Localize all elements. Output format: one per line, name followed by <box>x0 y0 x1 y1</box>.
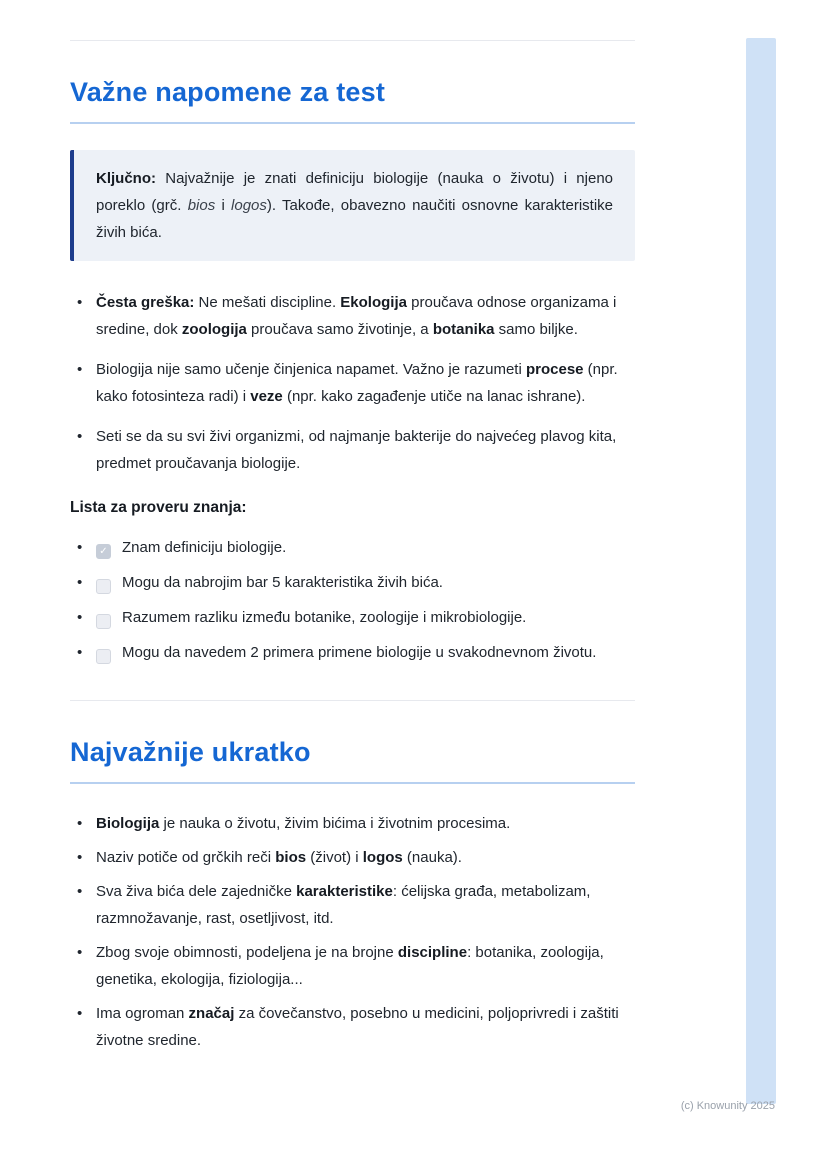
checkbox-checked-icon[interactable]: ✓ <box>96 544 111 559</box>
text-bold: zoologija <box>181 321 247 338</box>
document-content <box>70 0 635 1061</box>
text-run: Seti se da su svi živi organizmi, od najmanje bakterije do najvećeg plavog kita, predmet proučavanja biologije. <box>96 428 617 472</box>
bullet-item <box>70 810 635 837</box>
summary-bullet-list <box>70 810 635 1054</box>
text-bold: veze <box>250 388 283 405</box>
text-italic: bios <box>187 197 216 214</box>
text-run: Sva živa bića dele zajedničke <box>96 883 297 900</box>
text-run: proučava samo životinje, a <box>246 321 433 338</box>
text-run: proučava odnose organizama i sredine, dok <box>96 294 617 338</box>
bullet-item <box>70 878 635 932</box>
text-italic: logos <box>231 197 267 214</box>
text-run: za čovečanstvo, posebno u medicini, poljoprivredi i zaštiti životne sredine. <box>96 1005 619 1049</box>
checklist-item-text: Mogu da nabrojim bar 5 karakteristika živih bića. <box>122 574 443 591</box>
key-callout <box>70 150 635 261</box>
text-run: Zbog svoje obimnosti, podeljena je na brojne <box>96 944 398 961</box>
notes-bullet-list <box>70 289 635 477</box>
bullet-item <box>70 844 635 871</box>
text-run: : ćelijska građa, metabolizam, razmnožavanje, rast, osetljivost, itd. <box>96 883 591 927</box>
bullet-item <box>70 356 635 410</box>
checklist-item <box>70 570 635 596</box>
text-run: : botanika, zoologija, genetika, ekologija, fiziologija... <box>96 944 604 988</box>
text-run: Ima ogroman <box>96 1005 189 1022</box>
checklist-item <box>70 640 635 666</box>
text-run: ). Takođe, obavezno naučiti osnovne karakteristike živih bića. <box>96 197 613 241</box>
knowledge-checklist <box>70 535 635 666</box>
text-run: je nauka o životu, živim bićima i životnim procesima. <box>159 815 511 832</box>
text-bold: Ključno: <box>96 170 156 187</box>
text-run: (život) i <box>306 849 363 866</box>
bullet-item <box>70 423 635 477</box>
text-run: i <box>215 197 232 214</box>
mid-divider <box>70 700 635 701</box>
text-run: Biologija nije samo učenje činjenica napamet. Važno je razumeti <box>96 361 526 378</box>
top-divider <box>70 40 635 41</box>
checklist-item <box>70 535 635 561</box>
text-run: samo biljke. <box>494 321 578 338</box>
checklist-item-text: Mogu da navedem 2 primera primene biologije u svakodnevnom životu. <box>122 644 597 661</box>
checkbox-unchecked-icon[interactable] <box>96 649 111 664</box>
text-bold: Česta greška: <box>96 294 195 311</box>
text-bold: logos <box>362 849 403 866</box>
scrollbar-strip[interactable] <box>746 38 776 1104</box>
text-bold: discipline <box>397 944 468 961</box>
text-bold: botanika <box>432 321 495 338</box>
checklist-title: Lista za proveru znanja: <box>70 499 247 516</box>
bullet-item <box>70 939 635 993</box>
section-title-summary: Najvažnije ukratko <box>70 737 635 784</box>
text-bold: karakteristike <box>296 883 393 900</box>
text-bold: značaj <box>188 1005 235 1022</box>
text-bold: procese <box>525 361 584 378</box>
bullet-item <box>70 1000 635 1054</box>
checkbox-unchecked-icon[interactable] <box>96 614 111 629</box>
text-run: Ne mešati discipline. <box>194 294 341 311</box>
text-bold: Ekologija <box>340 294 407 311</box>
text-run: Najvažnije je znati definiciju biologije (nauka o životu) i njeno poreklo (grč. <box>96 170 613 214</box>
checklist-item <box>70 605 635 631</box>
text-run: (npr. kako zagađenje utiče na lanac ishrane). <box>282 388 586 405</box>
callout-text <box>96 165 613 246</box>
checklist-item-text: Razumem razliku između botanike, zoologije i mikrobiologije. <box>122 609 527 626</box>
checklist-item-text: Znam definiciju biologije. <box>122 539 287 556</box>
text-bold: Biologija <box>96 815 160 832</box>
bullet-item <box>70 289 635 343</box>
text-bold: bios <box>275 849 307 866</box>
section-title-notes: Važne napomene za test <box>70 77 635 124</box>
text-run: (npr. kako fotosinteza radi) i <box>96 361 618 405</box>
text-run: Naziv potiče od grčkih reči <box>96 849 276 866</box>
checkbox-unchecked-icon[interactable] <box>96 579 111 594</box>
copyright: (c) Knowunity 2025 <box>680 1100 775 1112</box>
text-run: (nauka). <box>402 849 462 866</box>
